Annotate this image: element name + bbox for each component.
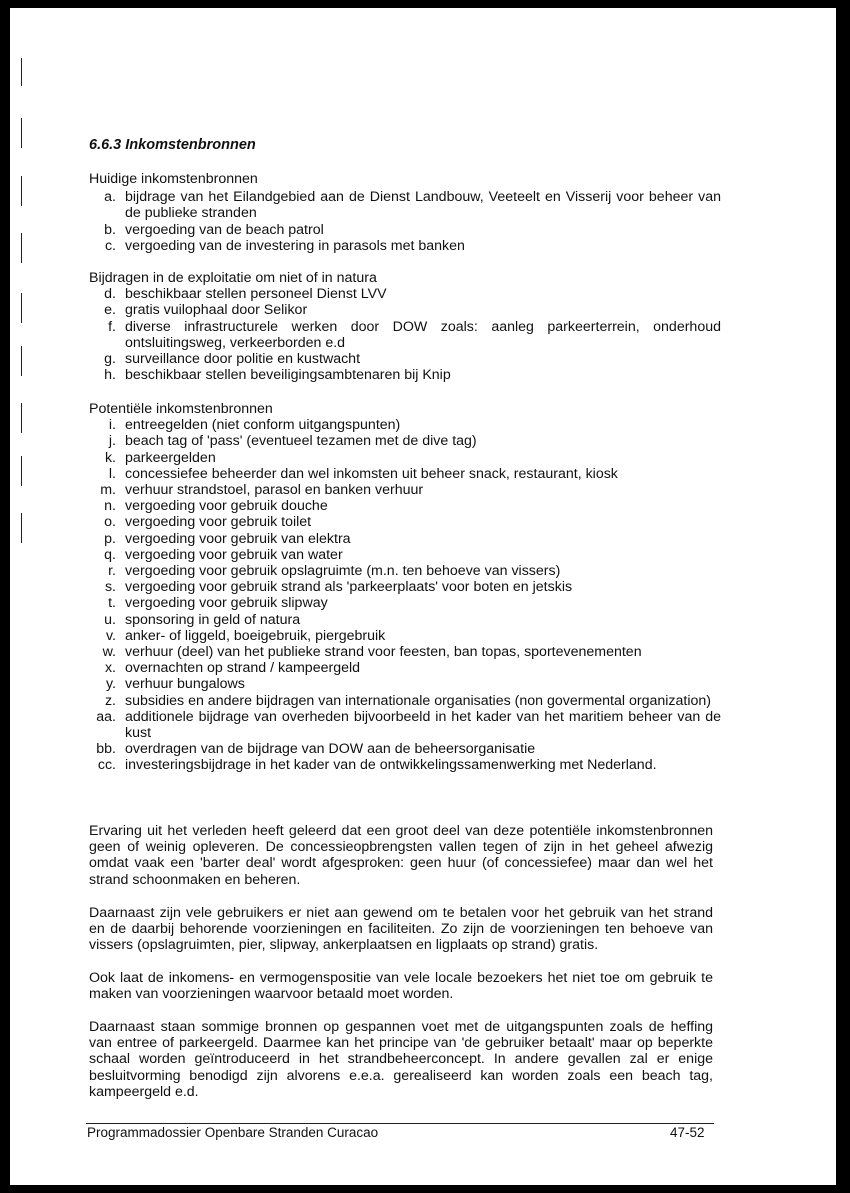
list-item: d. beschikbaar stellen personeel Dienst LVV <box>104 286 387 303</box>
scan-mark <box>21 513 22 543</box>
list-item: f. diverse infrastructurele werken door DOW zoals: aanleg parkeerterrein, onderhoud ontsluitingsweg, verkeerborden e.d <box>108 318 721 351</box>
list-item: g. surveillance door politie en kustwacht <box>104 351 361 368</box>
list-item: bb. overdragen van de bijdrage van DOW aan de beheersorganisatie <box>96 741 536 758</box>
list-item: z. subsidies en andere bijdragen van internationale organisaties (non govermental organization) <box>104 692 712 709</box>
list-item: i. entreegelden (niet conform uitgangspunten) <box>108 417 401 434</box>
list-item: cc. investeringsbijdrage in het kader van de ontwikkelingssamenwerking met Nederland. <box>97 757 657 774</box>
scan-mark <box>21 118 22 148</box>
scan-mark <box>21 456 22 486</box>
scan-mark <box>21 58 22 86</box>
list-item: s. vergoeding voor gebruik strand als 'parkeerplaats' voor boten en jetskis <box>104 579 573 596</box>
list-item: k. parkeergelden <box>104 449 216 466</box>
list-item: p. vergoeding voor gebruik van elektra <box>104 530 351 547</box>
list-item: v. anker- of liggeld, boeigebruik, piergebruik <box>106 627 386 644</box>
list-item: m. verhuur strandstoel, parasol en banken verhuur <box>100 482 424 499</box>
list-item: n. vergoeding voor gebruik douche <box>104 498 328 515</box>
page-number: 47-52 <box>670 1125 705 1140</box>
section-intro: Huidige inkomstenbronnen <box>89 171 258 187</box>
list-item: j. beach tag of 'pass' (eventueel tezamen met de dive tag) <box>108 433 477 450</box>
scan-mark <box>21 176 22 206</box>
section-potential-income <box>89 401 721 774</box>
list-item: b. vergoeding van de beach patrol <box>104 221 324 238</box>
section-heading: 6.6.3 Inkomstenbronnen <box>89 137 256 153</box>
section-intro: Potentiële inkomstenbronnen <box>89 401 273 417</box>
section-contributions <box>89 270 721 383</box>
list-item: h. beschikbaar stellen beveiligingsambtenaren bij Knip <box>104 367 451 384</box>
scan-mark <box>21 403 22 433</box>
section-current-income <box>89 171 721 254</box>
list-item: e. gratis vuilophaal door Selikor <box>104 302 308 319</box>
list-item: l. concessiefee beheerder dan wel inkomsten uit beheer snack, restaurant, kiosk <box>108 465 618 482</box>
list-item: r. vergoeding voor gebruik opslagruimte (m.n. ten behoeve van vissers) <box>108 563 561 580</box>
list-item: x. overnachten op strand / kampeergeld <box>104 660 361 677</box>
scan-mark <box>21 233 22 263</box>
list-item: u. sponsoring in geld of natura <box>104 611 301 628</box>
document-page <box>10 8 836 1185</box>
paragraph: Daarnaast staan sommige bronnen op gespannen voet met de uitgangspunten zoals de heffing van entree of parkeergeld. Daarmee kan het principe van 'de gebruiker betaalt' maar op beperkte schaal worden geïntroduceerd in het strandbeheerconcept. In andere gevallen zal er enige besluitvorming benodigd zijn alvorens e.e.a. gerealiseerd kan worden zoals een beach tag, kampeergeld e.d. <box>89 1019 713 1100</box>
list-item: t. vergoeding voor gebruik slipway <box>108 595 328 612</box>
list-item: o. vergoeding voor gebruik toilet <box>104 514 312 531</box>
footer-rule <box>86 1123 714 1124</box>
section-intro: Bijdragen in de exploitatie om niet of in natura <box>89 270 377 286</box>
list-item: y. verhuur bungalows <box>106 676 245 693</box>
list-item: a. bijdrage van het Eilandgebied aan de Dienst Landbouw, Veeteelt en Visserij voor beheer van de publieke stranden <box>104 189 721 222</box>
list-item: c. vergoeding van de investering in parasols met banken <box>104 237 465 254</box>
paragraph: Ervaring uit het verleden heeft geleerd dat een groot deel van deze potentiële inkomstenbronnen geen of weinig opleveren. De concessieopbrengsten vallen tegen of zijn in het geheel afwezig omdat vaak een 'barter deal' wordt afgesproken: geen huur (of concessiefee) maar dan wel het strand schoonmaken en beheren. <box>89 823 713 888</box>
scan-mark <box>21 293 22 323</box>
paragraph: Ook laat de inkomens- en vermogenspositie van vele locale bezoekers het niet toe om gebruik te maken van voorzieningen waarvoor betaald moet worden. <box>89 970 713 1003</box>
list-item: w. verhuur (deel) van het publieke strand voor feesten, ban topas, sportevenementen <box>102 644 642 661</box>
list-item: aa. additionele bijdrage van overheden bijvoorbeeld in het kader van het maritiem beheer van de kust <box>96 708 721 742</box>
scan-mark <box>21 346 22 376</box>
footer-title: Programmadossier Openbare Stranden Curacao <box>87 1125 379 1140</box>
paragraph: Daarnaast zijn vele gebruikers er niet aan gewend om te betalen voor het gebruik van het strand en de daarbij behorende voorzieningen en faciliteiten. Zo zijn de voorzieningen ten behoeve van vissers (opslagruimten, pier, slipway, ankerplaatsen en ligplaats op strand) gratis. <box>89 905 713 954</box>
list-item: q. vergoeding voor gebruik van water <box>104 546 343 563</box>
